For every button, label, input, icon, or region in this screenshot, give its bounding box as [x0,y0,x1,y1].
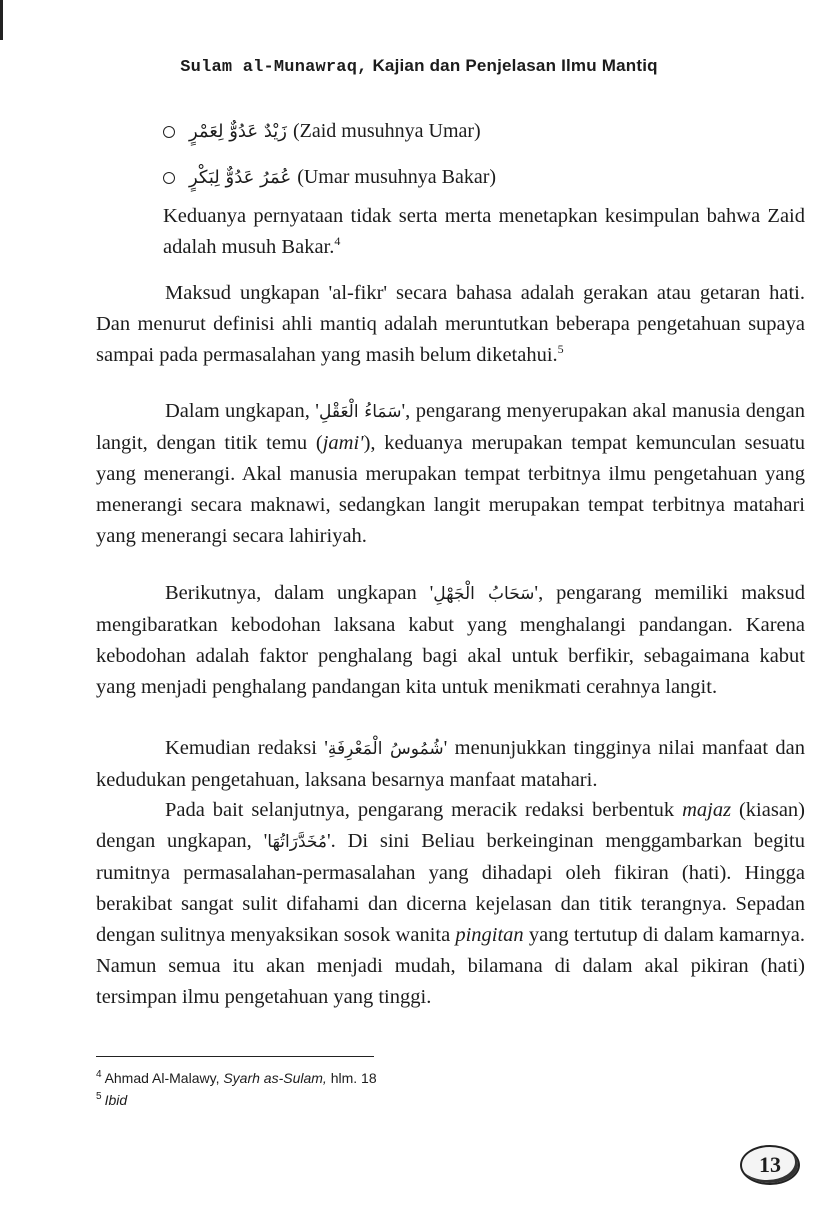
bullet-circle-icon [163,126,175,138]
footnote-text: Ahmad Al-Malawy, [104,1070,224,1086]
p2-mid: ', pengarang menyerupakan akal manusia dengan langit, dengan titik temu ( [96,400,805,454]
header-title-rest: Kajian dan Penjelasan Ilmu Mantiq [367,56,658,75]
bullet-arabic: عُمَرُ عَدُوٌّ لِبَكْرٍ [189,167,292,188]
p5-after: yang tertutup di dalam kamarnya. Namun semua itu akan menjadi mudah, bilamana di dalam akal pikiran (hati) tersimpan ilmu pengetahuan yang tinggi. [96,924,805,1008]
footnote-5 [96,1092,127,1108]
footnote-ref: 5 [557,342,564,357]
p2-after: ), keduanya merupakan tempat kemunculan sesuatu yang menerangi. Akal manusia merupakan tempat terbitnya ilmu pengetahuan yang menerangi secara maknawi, sedangkan langit merupakan tempat terbitnya matahari yang menerangi secara lahiriyah. [96,432,806,547]
footnote-number: 4 [96,1069,102,1081]
p5-mid: (kiasan) dengan ungkapan, ' [96,799,805,852]
paragraph-4 [96,733,805,796]
p4-after: ' menunjukkan tingginya nilai manfaat dan kedudukan pengetahuan, laksana besarnya manfaat matahari. [96,737,805,791]
p3-arabic: سَحَابُ الْجَهْلِ [433,584,535,604]
p3-after: ', pengarang memiliki maksud mengibaratkan kebodohan laksana kabut yang menghalangi pandangan. Karena kebodohan adalah faktor penghalang bagi akal untuk berfikir, sebagaimana kabut yang menjadi penghalang pandangan kita untuk menikmati cerahnya langit. [96,582,805,698]
header-title-mono: Sulam al-Munawraq, [180,58,368,77]
page-edge-bar [0,0,3,40]
bullet-text: (Umar musuhnya Bakar) [297,166,497,188]
footnote-italic: Syarh as-Sulam, [223,1070,327,1086]
footnote-after: hlm. 18 [326,1070,377,1086]
p4-before: Kemudian redaksi ' [165,737,328,759]
p5-italic-majaz: majaz [682,799,732,821]
intro-paragraph [163,201,805,263]
footnote-4 [96,1070,377,1086]
p5-arabic: مُخَدَّرَاتُهَا [267,832,327,852]
footnote-italic: Ibid [104,1092,128,1108]
footnote-divider [96,1056,374,1057]
p4-arabic: شُمُوسُ الْمَعْرِفَةِ [327,739,444,759]
bullet-arabic: زَيْدٌ عَدُوٌّ لِعَمْرٍ [189,121,287,142]
bullet-text: (Zaid musuhnya Umar) [292,120,481,142]
bullet-circle-icon [163,172,175,184]
p5-before: Pada bait selanjutnya, pengarang meracik redaksi berbentuk [165,799,683,821]
p2-arabic: سَمَاءُ الْعَقْلِ [318,402,402,422]
p2-before: Dalam ungkapan, ' [165,400,319,422]
page-number-badge [740,1145,800,1185]
paragraph-1 [96,278,805,371]
p5-mid2: '. Di sini Beliau berkeinginan menggambarkan begitu rumitnya permasalahan-permasalahan yang dihadapi oleh fikiran (hati). Hingga berakibat sangat sulit difahami dan dicerna kejelasan dan titik terangnya. Sepadan dengan sulitnya menyaksikan sosok wanita [96,830,805,946]
intro-text: Keduanya pernyataan tidak serta merta menetapkan kesimpulan bahwa Zaid adalah musuh Bakar. [163,205,805,258]
paragraph-2 [96,396,805,552]
paragraph-3 [96,578,805,703]
page-number: 13 [759,1152,781,1177]
running-header [0,56,838,77]
footnote-ref: 4 [334,234,341,249]
paragraph-5 [96,795,805,1013]
paragraph-1-text: Maksud ungkapan 'al-fikr' secara bahasa adalah gerakan atau getaran hati. Dan menurut definisi ahli mantiq adalah meruntutkan beberapa pengetahuan supaya sampai pada permasalahan yang masih belum diketahui. [96,282,805,366]
p2-italic: jami' [322,432,364,454]
footnote-number: 5 [96,1091,102,1103]
bullet-item [163,120,481,143]
p5-italic-pingitan: pingitan [455,924,524,946]
bullet-item [163,166,496,189]
p3-before: Berikutnya, dalam ungkapan ' [165,582,434,604]
